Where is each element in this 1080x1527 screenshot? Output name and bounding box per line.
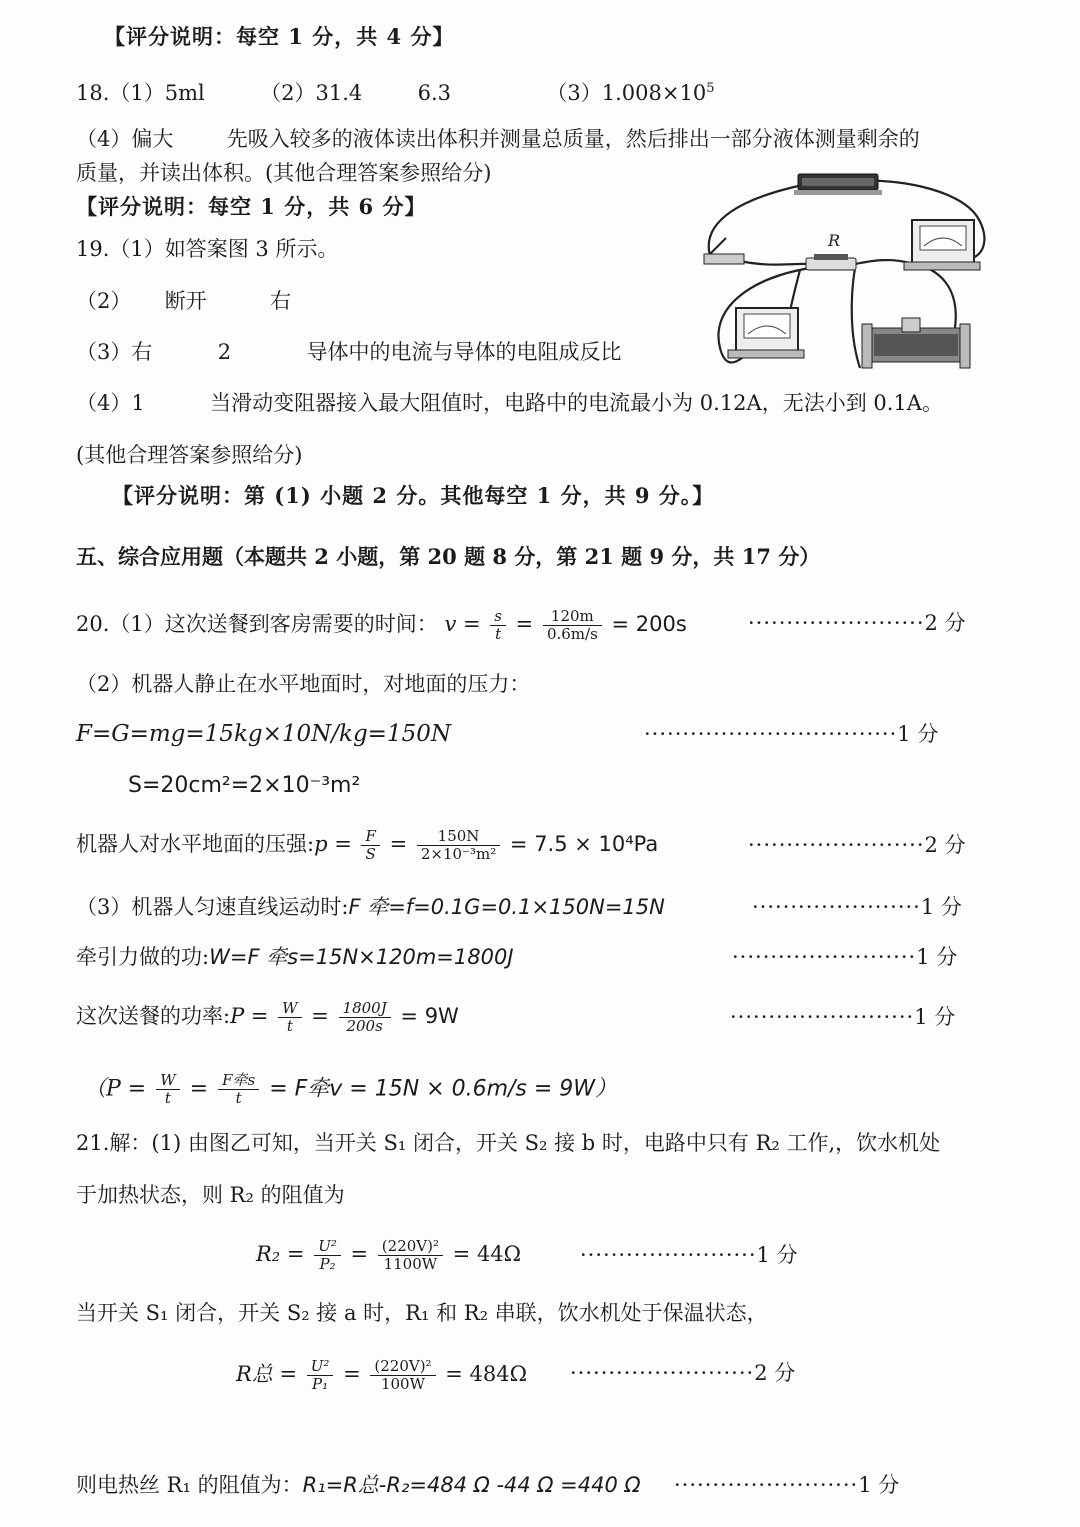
points-label: 1 分	[858, 1473, 900, 1497]
q20-line-9: （P = $\frac{W}{t}$ = $\frac{\text{F牵s}}{t}$ = F牵v = 15N × 0.6m/s = 9W）	[84, 1071, 618, 1107]
q20-line-7-formula: W=F 牵s=15N×120m=1800J	[209, 945, 514, 969]
q20-line-5-p: p	[314, 832, 328, 856]
q19-answer-2-value-2: 右	[270, 289, 292, 313]
q21-line-5-U: U²	[307, 1358, 334, 1376]
points-label: 2 分	[924, 833, 966, 857]
fraction	[278, 1000, 301, 1035]
points-label: 1 分	[756, 1243, 798, 1267]
points-label: 2 分	[754, 1361, 796, 1385]
q20-line-1-t: t	[495, 625, 502, 643]
voltmeter-icon	[904, 220, 980, 270]
q19-answer-3-label: （3）右	[76, 340, 153, 364]
q20-line-8-P: P	[230, 1004, 245, 1028]
points-label: 1 分	[914, 1005, 956, 1029]
fraction	[490, 608, 506, 643]
q21-line-5-den: 100W	[380, 1375, 425, 1393]
q21-line-3-den: 1100W	[383, 1255, 438, 1273]
fraction	[543, 608, 602, 643]
q20-line-8-result: = 9W	[400, 1004, 459, 1028]
circuit-wire	[735, 260, 810, 265]
q20-line-8-den: 200s	[346, 1017, 383, 1035]
q21-line-3-U: U²	[314, 1238, 341, 1256]
q20-line-7	[76, 942, 514, 972]
q20-line-9-W: W	[156, 1072, 179, 1090]
q20-line-3	[76, 719, 451, 749]
points-label: 1 分	[920, 895, 962, 919]
q19-answer-5: (其他合理答案参照给分)	[76, 443, 303, 467]
q20-line-1-den: 0.6m/s	[546, 625, 598, 643]
scoring-note-2: 【评分说明：每空 1 分，共 6 分】	[76, 194, 427, 219]
q21-line-5-result: = 484Ω	[445, 1362, 528, 1386]
battery-icon	[794, 174, 882, 195]
q19-answer-2-label: （2）	[76, 289, 132, 313]
q20-line-8-num: 1800J	[339, 1000, 391, 1018]
q20-line-6-formula: F 牵=f=0.1G=0.1×150N=15N	[348, 895, 665, 919]
q21-line-3-result: = 44Ω	[452, 1242, 522, 1266]
q20-line-1-points: ·······················2 分	[748, 611, 966, 635]
q21-line-3-lhs: R₂	[256, 1242, 281, 1266]
q20-line-5: 机器人对水平地面的压强:p = $\frac{F}{S}$ = $\frac{150N}{\text{2×10⁻³m²}}$ = 7.5 × 10⁴Pa	[76, 827, 659, 863]
scoring-note-3: 【评分说明：第 (1) 小题 2 分。其他每空 1 分，共 9 分。】	[112, 483, 715, 508]
points-label: 1 分	[897, 722, 939, 746]
q18-answer-2: （2）31.4	[260, 81, 363, 105]
q20-line-5-num: 150N	[417, 828, 500, 846]
q19-line-3	[76, 337, 622, 367]
fraction	[378, 1238, 443, 1273]
q20-line-7-text: 牵引力做的功:	[76, 945, 210, 969]
q21-line-3: R₂ = $\frac{\text{U²}}{\text{P₂}}$ = $\frac{\text{(220V)²}}{1100W}$ = 44Ω	[256, 1237, 522, 1273]
q20-line-9-rest: = F牵v = 15N × 0.6m/s = 9W）	[269, 1076, 618, 1102]
q20-line-7-points: ························1 分	[732, 945, 958, 969]
q20-line-8-t: t	[286, 1017, 293, 1035]
q20-line-3-formula: F=G=mg=15kg×10N/kg=150N	[76, 721, 451, 747]
q21-line-5: R总 = $\frac{\text{U²}}{\text{P₁}}$ = $\frac{\text{(220V)²}}{100W}$ = 484Ω	[236, 1357, 528, 1393]
q20-line-6-text: （3）机器人匀速直线运动时:	[76, 895, 349, 919]
q20-line-9-t: t	[164, 1089, 171, 1107]
q20-line-8-points: ························1 分	[730, 1005, 956, 1029]
q21-line-6-text: 则电热丝 R₁ 的阻值为：	[76, 1473, 303, 1497]
q20-line-8: 这次送餐的功率:P = $\frac{W}{t}$ = $\frac{1800J}{200s}$ = 9W	[76, 999, 459, 1035]
resistor-icon	[806, 254, 856, 270]
q20-line-1-num: 120m	[543, 608, 602, 626]
fraction	[314, 1238, 341, 1273]
q18-answer-2b: 6.3	[417, 81, 452, 105]
q19-answer-4-label: （4）1	[76, 391, 145, 415]
q20-line-3-points: ·································1 分	[644, 722, 939, 746]
fraction	[156, 1072, 179, 1107]
q21-line-3-P: P₂	[319, 1255, 336, 1273]
fraction	[218, 1072, 259, 1107]
q18-line-1	[76, 74, 714, 108]
circuit-wire	[855, 260, 910, 264]
fraction	[361, 828, 379, 863]
q18-answer-4-text-2: 质量，并读出体积。(其他合理答案参照给分)	[76, 161, 492, 185]
q20-line-5-den: 2×10⁻³m²	[420, 845, 497, 863]
circuit-wire	[852, 268, 860, 368]
q20-line-2: （2）机器人静止在水平地面时，对地面的压力：	[76, 672, 531, 696]
ammeter-icon	[728, 308, 804, 358]
q21-line-4: 当开关 S₁ 闭合，开关 S₂ 接 a 时，R₁ 和 R₂ 串联，饮水机处于保温状态，	[76, 1301, 768, 1325]
fraction	[417, 828, 500, 863]
q18-answer-4-label: （4）偏大	[76, 127, 174, 151]
q21-line-6	[76, 1470, 641, 1500]
rheostat-icon	[862, 318, 970, 368]
q21-line-3-points: ·······················1 分	[580, 1243, 798, 1267]
q20-line-1-v: v	[444, 612, 457, 636]
points-label: 1 分	[916, 945, 958, 969]
q18-answer-3: （3）1.008×10	[546, 81, 707, 105]
q21-line-3-num: (220V)²	[378, 1238, 443, 1256]
q19-answer-4-text: 当滑动变阻器接入最大阻值时，电路中的电流最小为 0.12A，无法小到 0.1A。	[210, 391, 943, 415]
q20-line-9-open: （P	[84, 1076, 121, 1102]
q19-line-4	[76, 388, 943, 418]
q19-answer-3-value-1: 2	[217, 340, 232, 364]
q21-line-5-lhs: R总	[236, 1362, 273, 1386]
q18-answer-3-exponent: 5	[706, 81, 715, 96]
q19-answer-2-value-1: 断开	[164, 289, 207, 313]
q20-line-4: S=20cm²=2×10⁻³m²	[128, 773, 361, 798]
q20-line-5-result: = 7.5 × 10⁴Pa	[509, 832, 659, 856]
fraction	[370, 1358, 435, 1393]
section-five-heading: 五、综合应用题（本题共 2 小题，第 20 题 8 分，第 21 题 9 分，共 17 分）	[76, 544, 821, 569]
q20-line-5-points: ·······················2 分	[748, 833, 966, 857]
q19-line-2	[76, 286, 291, 316]
q21-line-1: 21.解：(1) 由图乙可知，当开关 S₁ 闭合，开关 S₂ 接 b 时，电路中只有 R₂ 工作,，饮水机处	[76, 1131, 941, 1155]
q20-line-8-text: 这次送餐的功率:	[76, 1004, 231, 1028]
q20-line-5-S: S	[365, 845, 376, 863]
q21-line-5-points: ························2 分	[570, 1361, 796, 1385]
q20-line-1: 20.（1）这次送餐到客房需要的时间： v = $\frac{s}{t}$ = $\frac{120m}{0.6m/s}$ = 200s	[76, 607, 687, 643]
q21-line-6-points: ························1 分	[674, 1473, 900, 1497]
q21-line-2: 于加热状态，则 R₂ 的阻值为	[76, 1183, 345, 1207]
q20-line-5-F: F	[361, 828, 379, 846]
q20-line-6	[76, 892, 665, 922]
q19-answer-3-value-2: 导体中的电流与导体的电阻成反比	[306, 340, 622, 364]
circuit-diagram	[690, 168, 990, 378]
q20-line-6-points: ······················1 分	[752, 895, 962, 919]
q18-answer-1: 18.（1）5ml	[76, 81, 205, 105]
q21-line-5-P: P₁	[312, 1375, 329, 1393]
q21-line-6-formula: R₁=R总-R₂=484 Ω -44 Ω =440 Ω	[302, 1473, 641, 1497]
q20-line-5-text: 机器人对水平地面的压强:	[76, 832, 315, 856]
q20-line-9-t2: t	[235, 1089, 242, 1107]
fraction	[307, 1358, 334, 1393]
scoring-note-1: 【评分说明：每空 1 分，共 4 分】	[104, 24, 455, 49]
fraction	[339, 1000, 391, 1035]
q21-line-5-num: (220V)²	[370, 1358, 435, 1376]
resistor-label: R	[828, 231, 841, 250]
points-label: 2 分	[924, 611, 966, 635]
q18-line-4	[76, 124, 920, 154]
q20-line-9-Fs: F牵s	[218, 1072, 259, 1090]
q20-line-1-text: 20.（1）这次送餐到客房需要的时间：	[76, 612, 438, 636]
q19-answer-1: 19.（1）如答案图 3 所示。	[76, 237, 339, 261]
q18-answer-4-text-1: 先吸入较多的液体读出体积并测量总质量，然后排出一部分液体测量剩余的	[226, 127, 920, 151]
q20-line-1-result: = 200s	[611, 612, 687, 636]
q20-line-1-s: s	[490, 608, 506, 626]
q20-line-8-W: W	[278, 1000, 301, 1018]
